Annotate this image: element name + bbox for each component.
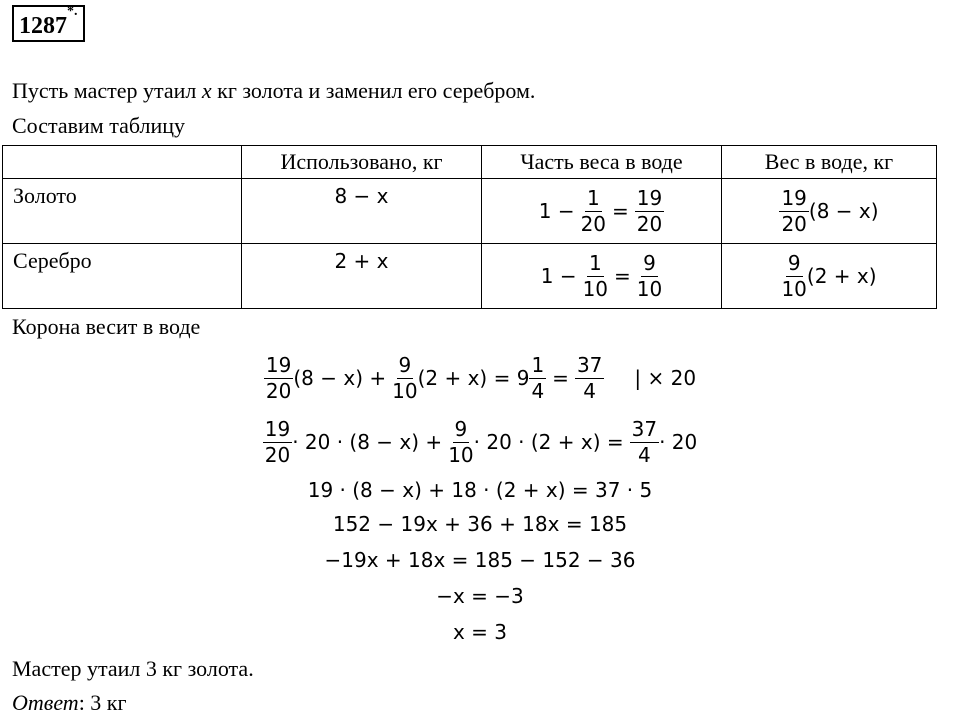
- multiplier-note: | × 20: [634, 366, 697, 390]
- table-row: [3, 244, 937, 309]
- part-lead: 1 −: [538, 199, 575, 223]
- problem-number: 1287: [19, 13, 67, 39]
- equation-7: x = 3: [452, 620, 508, 644]
- problem-mark: *.: [67, 4, 78, 19]
- fraction: $\frac{37}{4}$: [631, 416, 658, 467]
- intro-sentence-2: Составим таблицу: [12, 113, 186, 138]
- table-header-cell: Вес в воде, кг: [722, 146, 937, 179]
- row-label: Золото: [3, 179, 242, 244]
- table-header-cell: Использовано, кг: [242, 146, 482, 179]
- equation-5: −19x + 18x = 185 − 152 − 36: [324, 548, 636, 572]
- intro-sentence-1: [12, 78, 535, 104]
- weight-cell: [722, 244, 937, 309]
- conclusion: Мастер утаил 3 кг золота.: [12, 656, 254, 681]
- fraction: $\frac{1}{4}$: [531, 352, 545, 403]
- equals-sign: =: [612, 199, 629, 223]
- fraction: $\frac{19}{20}$: [264, 416, 291, 467]
- weight-expression: (8 − x): [808, 199, 879, 223]
- part-cell: [482, 244, 722, 309]
- used-cell: [242, 179, 482, 244]
- crown-text: Корона весит в воде: [12, 314, 201, 339]
- equation-1: $\frac{19}{20}$ (8 − x) + $\frac{9}{10}$ (2 + x) = 9 $\frac{1}{4}$ = $\frac{37}{4}$ | × 20: [265, 352, 697, 403]
- intro-text-b: кг золота и заменил его серебром.: [217, 78, 536, 103]
- intro-text-a: Пусть мастер утаил: [12, 78, 197, 103]
- equation-4: 152 − 19x + 36 + 18x = 185: [332, 512, 628, 536]
- table-header-row: [3, 146, 937, 179]
- table-header-cell: Часть веса в воде: [482, 146, 722, 179]
- used-cell: [242, 244, 482, 309]
- equation-2: $\frac{19}{20}$ · 20 · (8 − x) + $\frac{9}{10}$ · 20 · (2 + x) = $\frac{37}{4}$ · 20: [264, 416, 698, 467]
- fraction: $\frac{9}{10}$: [448, 416, 474, 467]
- weight-expression: (2 + x): [806, 264, 877, 288]
- part-cell: [482, 179, 722, 244]
- fraction: $\frac{9}{10}$: [392, 352, 418, 403]
- data-table: [2, 145, 937, 309]
- weight-cell: [722, 179, 937, 244]
- used-value: 8 − x: [334, 184, 389, 208]
- fraction: $\frac{19}{20}$: [781, 185, 807, 236]
- fraction: $\frac{9}{10}$: [781, 250, 807, 301]
- table-row: [3, 179, 937, 244]
- used-value: 2 + x: [334, 249, 389, 273]
- fraction: $\frac{9}{10}$: [636, 250, 663, 301]
- fraction: $\frac{19}{20}$: [636, 185, 663, 236]
- fraction: $\frac{37}{4}$: [576, 352, 603, 403]
- equals-sign: =: [614, 264, 631, 288]
- table-header-cell: [3, 146, 242, 179]
- problem-number-badge: [12, 5, 85, 42]
- part-lead: 1 −: [540, 264, 577, 288]
- row-label: Серебро: [3, 244, 242, 309]
- fraction: $\frac{1}{20}$: [580, 185, 607, 236]
- answer-label: Ответ: [12, 690, 79, 715]
- equation-3: 19 · (8 − x) + 18 · (2 + x) = 37 · 5: [307, 478, 653, 502]
- fraction: $\frac{19}{20}$: [265, 352, 292, 403]
- answer-value: : 3 кг: [78, 690, 127, 715]
- equation-6: −x = −3: [436, 584, 524, 608]
- answer-line: [12, 690, 127, 716]
- intro-variable: x: [201, 78, 212, 103]
- fraction: $\frac{1}{10}$: [582, 250, 609, 301]
